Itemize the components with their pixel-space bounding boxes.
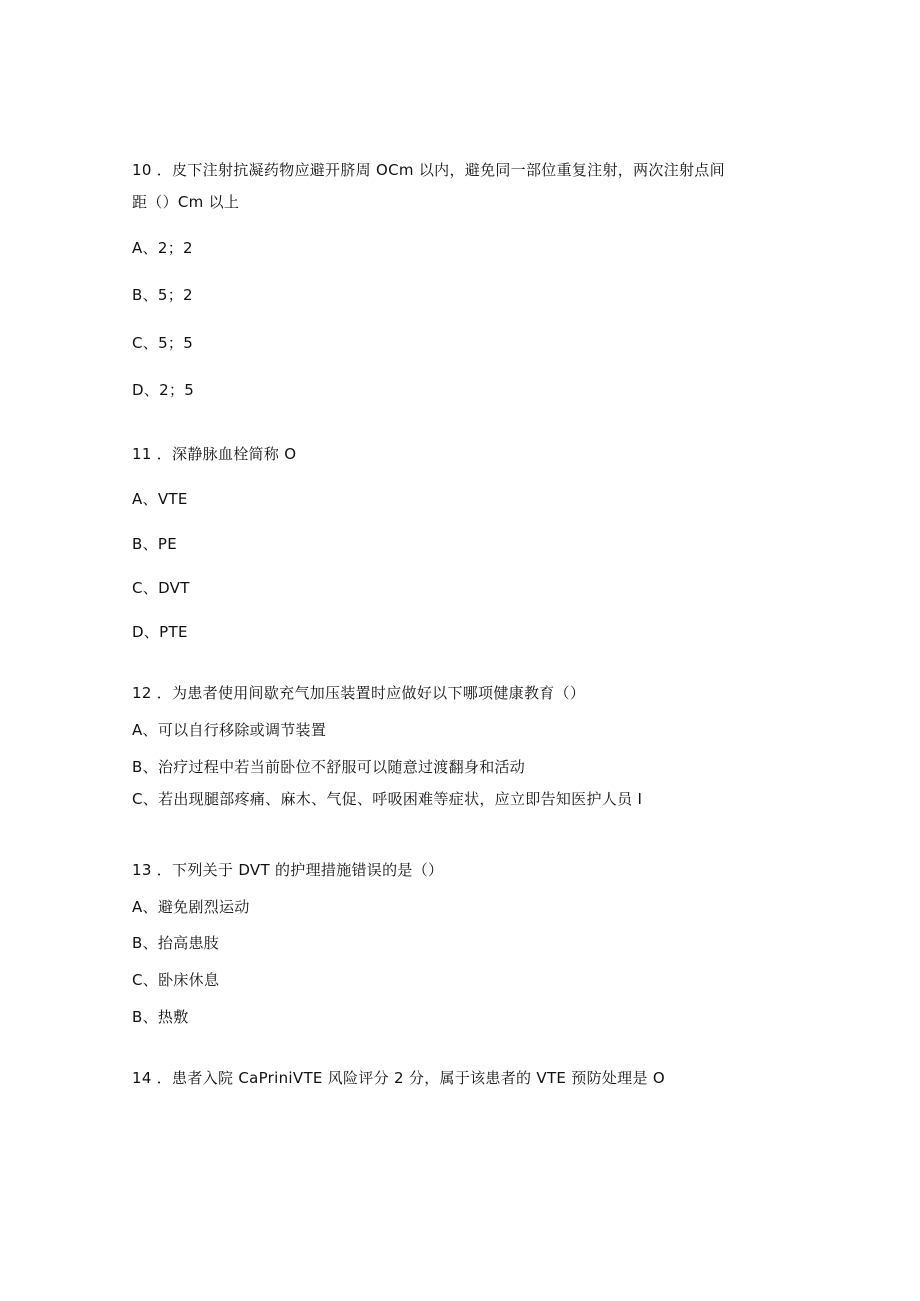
question-10-stem-line-2: 距（）Cm 以上 — [132, 193, 240, 211]
question-11-option-c: C、DVT — [132, 579, 190, 597]
question-10-option-d: D、2；5 — [132, 381, 195, 399]
question-13-option-b: B、抬高患肢 — [132, 934, 220, 952]
question-13-stem: 13 ．下列关于 DVT 的护理措施错误的是（） — [132, 861, 444, 879]
question-10-stem-line-1: 10 ．皮下注射抗凝药物应避开脐周 OCm 以内，避免同一部位重复注射，两次注射点间 — [132, 161, 725, 179]
question-12-stem: 12 ．为患者使用间歇充气加压装置时应做好以下哪项健康教育（） — [132, 684, 586, 702]
question-11-option-a: A、VTE — [132, 490, 188, 508]
question-11-stem: 11 ．深静脉血栓简称 O — [132, 445, 297, 463]
question-13-option-c: C、卧床休息 — [132, 971, 220, 989]
question-13-option-a: A、避免剧烈运动 — [132, 898, 250, 916]
question-12-option-c: C、若出现腿部疼痛、麻木、气促、呼吸困难等症状，应立即告知医护人员 I — [132, 790, 643, 808]
question-11-option-b: B、PE — [132, 535, 178, 553]
question-14-stem: 14 ．患者入院 CaPriniVTE 风险评分 2 分，属于该患者的 VTE 预防处理是 O — [132, 1069, 665, 1087]
question-13-option-d: B、热敷 — [132, 1008, 189, 1026]
question-10-option-b: B、5；2 — [132, 286, 193, 304]
question-11-option-d: D、PTE — [132, 623, 188, 641]
question-10-option-a: A、2；2 — [132, 239, 193, 257]
question-12-option-b: B、治疗过程中若当前卧位不舒服可以随意过渡翻身和活动 — [132, 758, 526, 776]
question-12-option-a: A、可以自行移除或调节装置 — [132, 721, 327, 739]
question-10-option-c: C、5；5 — [132, 334, 194, 352]
